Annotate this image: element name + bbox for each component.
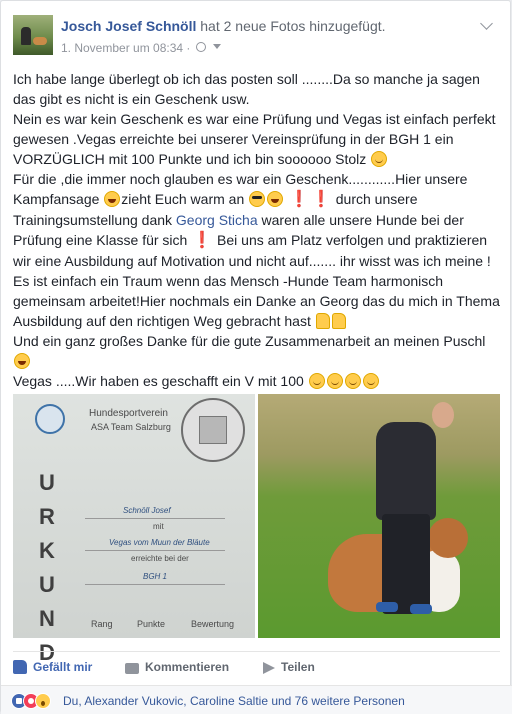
post-paragraph: Für die ,die immer noch glauben es war ein Geschenk............Hier unsere Kampfansage zieht Euch warm an ❗ ❗ durch unsere Trainingsumstellung dank Georg Sticha waren alle unsere Hunde bei der Prüfung eine Klasse für sich ❗ Bei uns am Platz verfolgen und praktizieren wir eine Ausbildung auf Motivation und nicht auf....... ihr wisst was ich meine ! Es ist einfach ein Traum wenn das Mensch -Hunde Team harmonisch gemeinsam arbeitet!Hier nochmals ein Danke an Georg das du mich in Thema Ausbildung auf den richtigen Weg gebracht hast (13, 171, 500, 329)
post-paragraph: Und ein ganz großes Danke für die gute Zusammenarbeit an meinen Puschl (13, 331, 503, 371)
laugh-emoji-icon (14, 353, 30, 369)
laugh-emoji-icon (267, 191, 283, 207)
thumbs-up-emoji-icon (316, 313, 330, 329)
header-photos[interactable]: 2 neue Fotos (223, 18, 306, 34)
certificate-org-line1: Hundesportverein (89, 408, 168, 419)
certificate-class: BGH 1 (143, 572, 168, 581)
certificate-org-line2: ASA Team Salzburg (91, 422, 171, 432)
photo-grid (13, 394, 500, 665)
certificate-col-bewertung: Bewertung (191, 619, 235, 629)
chevron-down-icon[interactable] (480, 21, 494, 31)
exclamation-icon: ❗ (192, 232, 213, 249)
certificate-label-erreichte: erreichte bei der (131, 554, 189, 563)
reactions-bar (1, 685, 512, 714)
post-paragraph: Nein es war kein Geschenk es war eine Prüfung und Vegas ist einfach perfekt gewesen .Vegas erreichte bei unserer Vereinsprüfung in der BGH 1 ein VORZÜGLICH mit 100 Punkte und ich bin soooooo Stolz (13, 111, 496, 167)
thumbs-up-emoji-icon (332, 313, 346, 329)
share-icon (263, 662, 275, 674)
certificate-line (85, 550, 225, 551)
reaction-icons[interactable] (11, 693, 57, 709)
exclamation-icon: ❗ (310, 191, 331, 208)
certificate-label-mit: mit (153, 522, 164, 531)
post-paragraph: Ich habe lange überlegt ob ich das posten soll ........Da so manche ja sagen das gibt es nicht is ein Geschenk usw. (13, 71, 480, 107)
certificate-line (85, 518, 225, 519)
certificate-stamp (181, 398, 245, 462)
globe-icon[interactable] (196, 42, 206, 52)
dog-handler-photo[interactable] (258, 394, 500, 638)
sunglasses-emoji-icon (249, 191, 265, 207)
caret-down-icon[interactable] (213, 44, 221, 49)
smile-emoji-icon (327, 373, 343, 389)
certificate-col-rang: Rang (91, 619, 113, 629)
certificate-line (85, 584, 225, 585)
post-timestamp[interactable]: 1. November um 08:34 · (61, 40, 191, 55)
certificate-name: Schnöll Josef (123, 506, 171, 515)
post-body (13, 69, 503, 391)
like-icon (13, 660, 27, 674)
smile-emoji-icon (363, 373, 379, 389)
wow-reaction-icon (35, 693, 51, 709)
comment-button[interactable]: Kommentieren (125, 660, 229, 674)
certificate-photo[interactable] (13, 394, 255, 665)
header-suffix: hinzugefügt. (309, 18, 386, 34)
mention-link[interactable]: Georg Sticha (175, 212, 258, 228)
laugh-emoji-icon (104, 191, 120, 207)
post-action-bar (13, 651, 500, 681)
share-button[interactable]: Teilen (263, 660, 315, 674)
smile-emoji-icon (309, 373, 325, 389)
like-button[interactable]: Gefällt mir (13, 660, 92, 674)
post-header (13, 13, 498, 59)
author-avatar[interactable] (13, 15, 53, 55)
certificate-title: U R K U N D (39, 470, 55, 665)
certificate-dog: Vegas vom Muun der Bläute (109, 538, 210, 547)
post-title-line (61, 17, 386, 35)
post-meta (61, 40, 221, 55)
handler-figure (376, 402, 436, 622)
reactions-summary[interactable]: Du, Alexander Vukovic, Caroline Saltie und 76 weitere Personen (63, 694, 405, 708)
post-paragraph: Vegas .....Wir haben es geschafft ein V mit 100 (13, 371, 503, 391)
header-verb: hat (200, 18, 220, 34)
comment-icon (125, 663, 139, 674)
certificate-col-punkte: Punkte (137, 619, 166, 629)
club-seal (35, 404, 65, 434)
author-name[interactable]: Josch Josef Schnöll (61, 18, 197, 34)
smile-emoji-icon (345, 373, 361, 389)
smile-emoji-icon (371, 151, 387, 167)
exclamation-icon: ❗ (289, 191, 309, 208)
